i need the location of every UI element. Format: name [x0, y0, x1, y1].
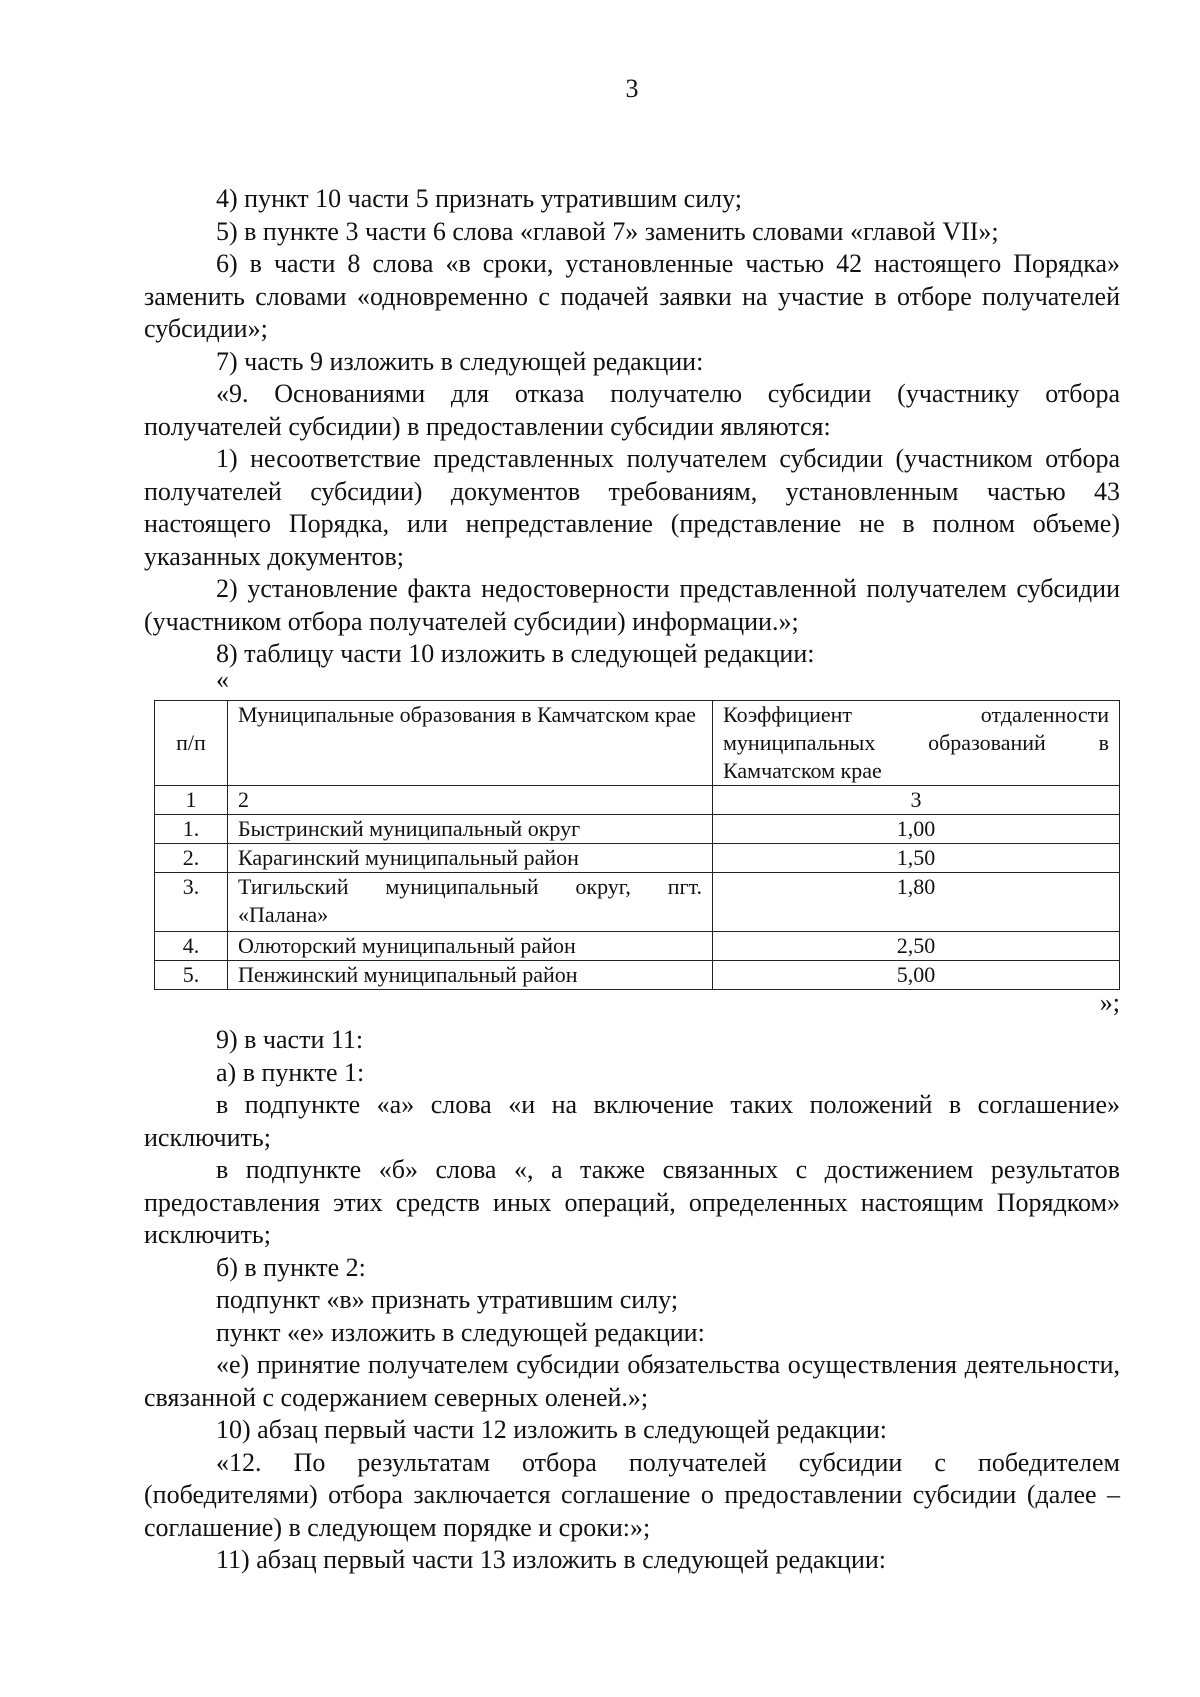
table-closing-quote: »; — [1099, 988, 1120, 1017]
table-row — [155, 932, 1120, 961]
row-number-cell: 1. — [155, 815, 228, 844]
paragraph: в подпункте «а» слова «и на включение таких положений в соглашение» исключить; — [144, 1090, 1120, 1152]
row-number-cell: 3. — [155, 873, 228, 932]
paragraph: 5) в пункте 3 части 6 слова «главой 7» заменить словами «главой VII»; — [216, 216, 999, 246]
header-cell-number: п/п — [155, 701, 228, 786]
paragraph: б) в пункте 2: — [216, 1252, 366, 1282]
paragraph: подпункт «в» признать утратившим силу; — [216, 1285, 679, 1314]
paragraph: «12. По результатам отбора получателей субсидии с победителем (победителями) отбора заключается соглашение о предоставлении субсидии (далее – соглашение) в следующем порядке и сроки:»; — [144, 1447, 1120, 1542]
remoteness-coefficient-table — [154, 700, 1120, 990]
table-row — [155, 961, 1120, 990]
header-cell-municipality: Муниципальные образования в Камчатском крае — [228, 701, 713, 786]
coefficient-cell: 5,00 — [713, 961, 1120, 990]
paragraph: 2) установление факта недостоверности представленной получателем субсидии (участником отбора получателей субсидии) информации.»; — [144, 574, 1120, 636]
row-number-cell: 4. — [155, 932, 228, 961]
table-row — [155, 873, 1120, 932]
table-row — [155, 815, 1120, 844]
row-number-cell: 2. — [155, 844, 228, 873]
column-number-cell: 2 — [228, 786, 713, 815]
table-opening-quote: « — [216, 665, 229, 694]
body-text-top — [144, 183, 1120, 671]
page-number: 3 — [625, 74, 639, 103]
table-row — [155, 844, 1120, 873]
paragraph: пункт «е» изложить в следующей редакции: — [216, 1317, 705, 1347]
body-text-bottom — [144, 1024, 1120, 1577]
paragraph: 9) в части 11: — [216, 1025, 364, 1054]
municipality-cell: Пенжинский муниципальный район — [228, 961, 713, 990]
paragraph: 8) таблицу части 10 изложить в следующей редакции: — [216, 639, 815, 668]
row-number-cell: 5. — [155, 961, 228, 990]
municipality-cell: Олюторский муниципальный район — [228, 932, 713, 961]
paragraph: 1) несоответствие представленных получателем субсидии (участником отбора получателей субсидии) документов требованиям, установленным частью 43 настоящего Порядка, или непредставление (представление не в полном объеме) указанных документов; — [144, 444, 1120, 571]
table-column-numbers-row — [155, 786, 1120, 815]
coefficient-cell: 2,50 — [713, 932, 1120, 961]
paragraph: 11) абзац первый части 13 изложить в следующей редакции: — [216, 1545, 887, 1574]
column-number-cell: 3 — [713, 786, 1120, 815]
coefficient-cell: 1,50 — [713, 844, 1120, 873]
paragraph: 7) часть 9 изложить в следующей редакции: — [216, 346, 704, 376]
municipality-cell: Быстринский муниципальный округ — [228, 815, 713, 844]
municipality-cell: Тигильский муниципальный округ, пгт. «Палана» — [228, 873, 713, 932]
paragraph: 6) в части 8 слова «в сроки, установленные частью 42 настоящего Порядка» заменить словами «одновременно с подачей заявки на участие в отборе получателей субсидии»; — [144, 249, 1120, 343]
paragraph: «9. Основаниями для отказа получателю субсидии (участнику отбора получателей субсидии) в предоставлении субсидии являются: — [144, 379, 1120, 441]
header-cell-coefficient: Коэффициент отдаленности муниципальных образований в Камчатском крае — [713, 701, 1120, 786]
paragraph: в подпункте «б» слова «, а также связанных с достижением результатов предоставления этих средств иных операций, определенных настоящим Порядком» исключить; — [144, 1155, 1120, 1249]
column-number-cell: 1 — [155, 786, 228, 815]
municipality-cell: Карагинский муниципальный район — [228, 844, 713, 873]
paragraph: 10) абзац первый части 12 изложить в следующей редакции: — [216, 1415, 887, 1444]
paragraph: «е) принятие получателем субсидии обязательства осуществления деятельности, связанной с содержанием северных оленей.»; — [144, 1350, 1120, 1412]
table-header-row — [155, 701, 1120, 786]
paragraph: а) в пункте 1: — [216, 1057, 365, 1087]
coefficient-cell: 1,00 — [713, 815, 1120, 844]
coefficient-cell: 1,80 — [713, 873, 1120, 932]
paragraph: 4) пункт 10 части 5 признать утратившим силу; — [216, 184, 742, 213]
